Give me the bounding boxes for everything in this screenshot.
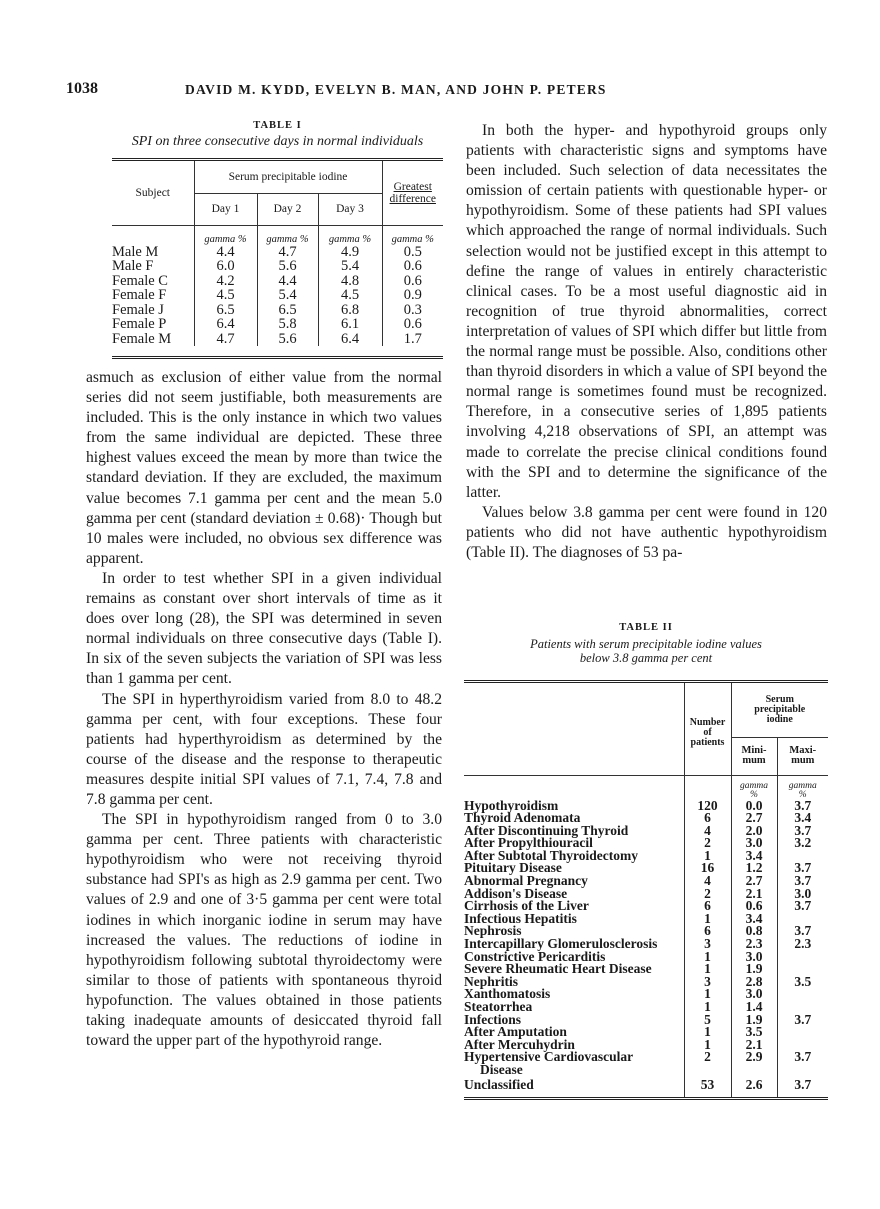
- table2-label: TABLE II: [619, 622, 673, 633]
- table2-cell-diagnosis: After Mercuhydrin: [464, 1036, 575, 1052]
- table1-cell-diff: 0.6: [382, 317, 443, 332]
- table2-caption-line1: Patients with serum precipitable iodine values: [530, 637, 762, 651]
- left-column-text: [86, 368, 442, 1051]
- table1-row: [112, 317, 443, 332]
- table2-cell-min: 3.0: [731, 951, 777, 964]
- table2-cell-diagnosis: Intercapillary Glomerulosclerosis: [464, 936, 658, 952]
- table1-cell-subject: Female M: [112, 330, 172, 347]
- table2-cell-n: 1: [684, 1001, 731, 1014]
- table2-cell-max: 3.7: [777, 875, 828, 888]
- right-paragraph-1: In both the hyper- and hypothyroid groups only patients with characteristic signs and symptoms have been included. Such selection of data necessitates the omission of certain patients with questionable hyper- or hypothyroidism. Some of these patients had SPI values which approached the range of normal individuals. Such selection would not be justified except in this attempt to define the range of values in entirely characteristic clinical cases. To be a most useful diagnostic aid in recognition of true thyroid abnormalities, correct interpretation of values of SPI which differ but little from the normal range must be possible. Also, conditions other than thyroid disorders in which a value of SPI beyond the normal range is sometimes found must be recognized. Therefore, in a consecutive series of 1,895 patients involving 4,218 observations of SPI, an attempt was made to correlate the precise clinical conditions found with the SPI and to determine the significance of the latter.: [466, 122, 827, 501]
- table2-cell-diagnosis: Infections: [464, 1011, 521, 1027]
- table2-cell-min: 2.7: [731, 812, 777, 825]
- table2-cell-diagnosis: Nephrosis: [464, 923, 522, 939]
- table2-cell-min: 2.3: [731, 938, 777, 951]
- table2-cell-n: 1: [684, 963, 731, 976]
- table2-header-number: Number of patients: [689, 716, 726, 748]
- table2-unit-min: gamma %: [731, 775, 777, 800]
- table2-cell-min: 2.0: [731, 825, 777, 838]
- table1-unit: gamma %: [194, 225, 257, 245]
- table2-cell-max: 3.5: [777, 976, 828, 989]
- table2-cell-max: 3.7: [777, 1051, 828, 1076]
- table2-cell-min: 1.9: [731, 963, 777, 976]
- table2-cell-min: 2.1: [731, 888, 777, 901]
- running-head-authors: DAVID M. KYDD, EVELYN B. MAN, AND JOHN P. PETERS: [185, 82, 607, 97]
- table1-label: TABLE I: [253, 120, 302, 131]
- table2-cell-diagnosis: After Amputation: [464, 1024, 567, 1040]
- table1-cell-day3: 6.1: [318, 317, 382, 332]
- table2-cell-max: 2.3: [777, 938, 828, 951]
- table2-cell-max: 3.7: [777, 900, 828, 913]
- table2-cell-min: 0.8: [731, 925, 777, 938]
- table1-cell-subject: Male F: [112, 258, 154, 274]
- left-paragraph-2: In order to test whether SPI in a given individual remains as constant over short intervals of time as it does over long (28), the SPI was determined in seven normal individuals on three consecutive days (Table I). In six of the seven subjects the variation of SPI was less than 1 gamma per cent.: [86, 569, 442, 688]
- table1-cell-subject: Female F: [112, 287, 167, 303]
- table1-cell-day2: 6.5: [257, 303, 318, 318]
- table2-header-min: Mini- mum: [741, 745, 767, 766]
- table1-cell-day2: 5.6: [257, 332, 318, 347]
- table2-cell-n: 1: [684, 850, 731, 863]
- table2-cell-n: 1: [684, 951, 731, 964]
- table2-cell-n: 53: [684, 1077, 731, 1092]
- table1-header-day1: Day 1: [194, 193, 257, 225]
- table2-cell-diagnosis: Pituitary Disease: [464, 860, 562, 876]
- table1-cell-diff: 0.6: [382, 259, 443, 274]
- table2-cell-min: 1.4: [731, 1001, 777, 1014]
- table1-unit: gamma %: [318, 225, 382, 245]
- table2-cell-diagnosis: Hypertensive Cardiovascular: [464, 1049, 634, 1065]
- table2-cell-diagnosis: After Discontinuing Thyroid: [464, 822, 629, 838]
- table2-cell-max: 3.7: [777, 925, 828, 938]
- table2-cell-diagnosis: Abnormal Pregnancy: [464, 873, 588, 889]
- table1-cell-day1: 6.0: [194, 259, 257, 274]
- table1-row: [112, 288, 443, 303]
- table2-cell-diagnosis: Infectious Hepatitis: [464, 910, 577, 926]
- table2-cell-max: [777, 988, 828, 1001]
- table2-cell-diagnosis: Constrictive Pericarditis: [464, 948, 606, 964]
- table2-cell-min: 0.0: [731, 800, 777, 813]
- table1-cell-diff: 0.9: [382, 288, 443, 303]
- table1-header-day2: Day 2: [257, 193, 318, 225]
- table1-cell-day2: 4.4: [257, 274, 318, 289]
- table1-cell-day3: 6.8: [318, 303, 382, 318]
- right-column-text: [466, 121, 827, 563]
- table1-cell-day1: 4.4: [194, 245, 257, 260]
- table1-cell-day3: 4.9: [318, 245, 382, 260]
- table2-cell-min: 3.0: [731, 988, 777, 1001]
- table2-cell-n: 3: [684, 976, 731, 989]
- table2-cell-min: 2.8: [731, 976, 777, 989]
- table2-cell-diagnosis-cont: Disease: [480, 1061, 523, 1077]
- table1-row: [112, 259, 443, 274]
- table1-header-day3: Day 3: [318, 193, 382, 225]
- table2-row: [464, 963, 828, 976]
- table1-header-diff: Greatest difference: [389, 180, 436, 205]
- table2-cell-n: 1: [684, 988, 731, 1001]
- table1-cell-day3: 4.8: [318, 274, 382, 289]
- table1-cell-diff: 0.5: [382, 245, 443, 260]
- table2-cell-max: 3.7: [777, 862, 828, 875]
- table1-cell-day1: 6.4: [194, 317, 257, 332]
- table2-cell-min: 3.4: [731, 850, 777, 863]
- table2-cell-n: 120: [684, 800, 731, 813]
- table2-cell-n: 1: [684, 913, 731, 926]
- table1-cell-subject: Female C: [112, 272, 168, 289]
- table1-cell-day1: 4.5: [194, 288, 257, 303]
- table2-cell-min: 3.0: [731, 837, 777, 850]
- table1-header-group: Serum precipitable iodine: [194, 161, 382, 193]
- table1-cell-diff: 1.7: [382, 332, 443, 347]
- table2-cell-min: 2.9: [731, 1051, 777, 1076]
- table2-cell-max: [777, 951, 828, 964]
- table2-cell-diagnosis: After Propylthiouracil: [464, 835, 593, 851]
- page-number: 1038: [66, 80, 98, 97]
- table2-cell-min: 2.7: [731, 875, 777, 888]
- table2-unit-max: gamma %: [777, 775, 828, 800]
- table1-cell-diff: 0.6: [382, 274, 443, 289]
- table2-cell-diagnosis: Unclassified: [464, 1076, 534, 1092]
- table1-row: [112, 303, 443, 318]
- table2-cell-n: 1: [684, 1039, 731, 1052]
- table2-cell-max: 3.4: [777, 812, 828, 825]
- table2-cell-min: 3.4: [731, 913, 777, 926]
- table2-cell-n: 2: [684, 888, 731, 901]
- table2-cell-diagnosis: Steatorrhea: [464, 999, 533, 1014]
- table2-cell-diagnosis: Thyroid Adenomata: [464, 810, 581, 826]
- table1-cell-day2: 5.4: [257, 288, 318, 303]
- table2-cell-min: 2.6: [731, 1077, 777, 1092]
- table1-cell-day2: 5.8: [257, 317, 318, 332]
- table2-cell-n: 6: [684, 812, 731, 825]
- table1: [112, 158, 443, 359]
- table1-cell-subject: Male M: [112, 243, 159, 260]
- table1-cell-day3: 4.5: [318, 288, 382, 303]
- table2-cell-n: 3: [684, 938, 731, 951]
- table2-row: [464, 1077, 828, 1092]
- table2-caption-line2: below 3.8 gamma per cent: [579, 650, 713, 665]
- table2: [464, 680, 828, 1100]
- table1-cell-day1: 4.2: [194, 274, 257, 289]
- table2-cell-diagnosis: Nephritis: [464, 973, 518, 989]
- table2-cell-n: 16: [684, 862, 731, 875]
- table2-cell-diagnosis: Addison's Disease: [464, 885, 568, 901]
- table2-cell-max: [777, 1026, 828, 1039]
- table2-cell-diagnosis: Xanthomatosis: [464, 986, 551, 1002]
- table2-cell-min: 3.5: [731, 1026, 777, 1039]
- table1-cell-subject: Female P: [112, 316, 167, 332]
- table1-caption: SPI on three consecutive days in normal individuals: [131, 134, 424, 149]
- left-paragraph-3: The SPI in hyperthyroidism varied from 8.0 to 48.2 gamma per cent, with four exceptions. These four patients had hyperthyroidism as determined by the course of the disease and the response to therapeutic measures despite initial SPI values of 7.1, 7.4, 7.8 and 7.8 gamma per cent.: [86, 690, 442, 808]
- table2-cell-n: 2: [684, 1051, 731, 1076]
- table2-cell-diagnosis: Cirrhosis of the Liver: [464, 898, 589, 914]
- table1-cell-subject: Female J: [112, 301, 164, 318]
- table1-cell-day3: 5.4: [318, 259, 382, 274]
- table2-cell-n: 1: [684, 1026, 731, 1039]
- table2-cell-n: 6: [684, 925, 731, 938]
- table1-row: [112, 274, 443, 289]
- table2-caption: [464, 638, 828, 665]
- table1-row: [112, 332, 443, 347]
- table2-cell-max: 3.7: [777, 825, 828, 838]
- table1-cell-day1: 6.5: [194, 303, 257, 318]
- table2-cell-min: 1.2: [731, 862, 777, 875]
- table2-cell-n: 4: [684, 825, 731, 838]
- left-paragraph-4: The SPI in hypothyroidism ranged from 0 to 3.0 gamma per cent. Three patients with characteristic hypothyroidism who were not receiving thyroid substance had SPI's as high as 2.9 gamma per cent. Two values of 2.9 and one of 3·5 gamma per cent were total iodines in which inorganic iodine in serum may have increased the values. The reductions of iodine in hypothyroidism following subtotal thyroidectomy were similar to those of patients with spontaneous thyroid hypofunction. The values obtained in those patients taking inadequate amounts of desiccated thyroid fall toward the upper part of the hypothyroid range.: [86, 811, 442, 1050]
- table2-cell-max: 3.7: [777, 1077, 828, 1092]
- left-paragraph-1: asmuch as exclusion of either value from the normal series did not seem justifiable, both measurements are included. This is the only instance in which two values from the same individual are depicted. These three highest values exceed the mean by more than twice the standard deviation. If they are excluded, the maximum value becomes 7.1 gamma per cent and the mean 5.0 gamma per cent (standard deviation ± 0.68)· Though but 10 males were included, no obvious sex difference was apparent.: [86, 369, 442, 567]
- table2-cell-n: 2: [684, 837, 731, 850]
- table1-cell-day1: 4.7: [194, 332, 257, 347]
- table2-cell-diagnosis: Hypothyroidism: [464, 797, 559, 813]
- table1-cell-diff: 0.3: [382, 303, 443, 318]
- table2-cell-max: 3.0: [777, 888, 828, 901]
- table2-cell-n: 5: [684, 1014, 731, 1027]
- table1-unit: gamma %: [382, 225, 443, 245]
- table2-row: [464, 1051, 828, 1076]
- table1-cell-day3: 6.4: [318, 332, 382, 347]
- table2-cell-min: 1.9: [731, 1014, 777, 1027]
- table2-cell-diagnosis: Severe Rheumatic Heart Disease: [464, 961, 652, 977]
- table1-row: [112, 245, 443, 260]
- table1-cell-day2: 4.7: [257, 245, 318, 260]
- table1-header-subject: Subject: [112, 161, 194, 225]
- table2-cell-diagnosis: After Subtotal Thyroidectomy: [464, 847, 638, 863]
- table2-cell-min: 0.6: [731, 900, 777, 913]
- table2-cell-max: 3.7: [777, 800, 828, 813]
- table1-unit: gamma %: [257, 225, 318, 245]
- table2-cell-max: 3.7: [777, 1014, 828, 1027]
- table2-cell-n: 6: [684, 900, 731, 913]
- table2-header-group: Serum precipitable iodine: [754, 693, 806, 725]
- table1-cell-day2: 5.6: [257, 259, 318, 274]
- right-paragraph-2: Values below 3.8 gamma per cent were found in 120 patients who did not have authentic hypothyroidism (Table II). The diagnoses of 53 pa-: [466, 503, 827, 561]
- table2-cell-max: 3.2: [777, 837, 828, 850]
- table2-header-max: Maxi- mum: [789, 745, 817, 766]
- table2-cell-n: 4: [684, 875, 731, 888]
- table2-cell-min: 2.1: [731, 1039, 777, 1052]
